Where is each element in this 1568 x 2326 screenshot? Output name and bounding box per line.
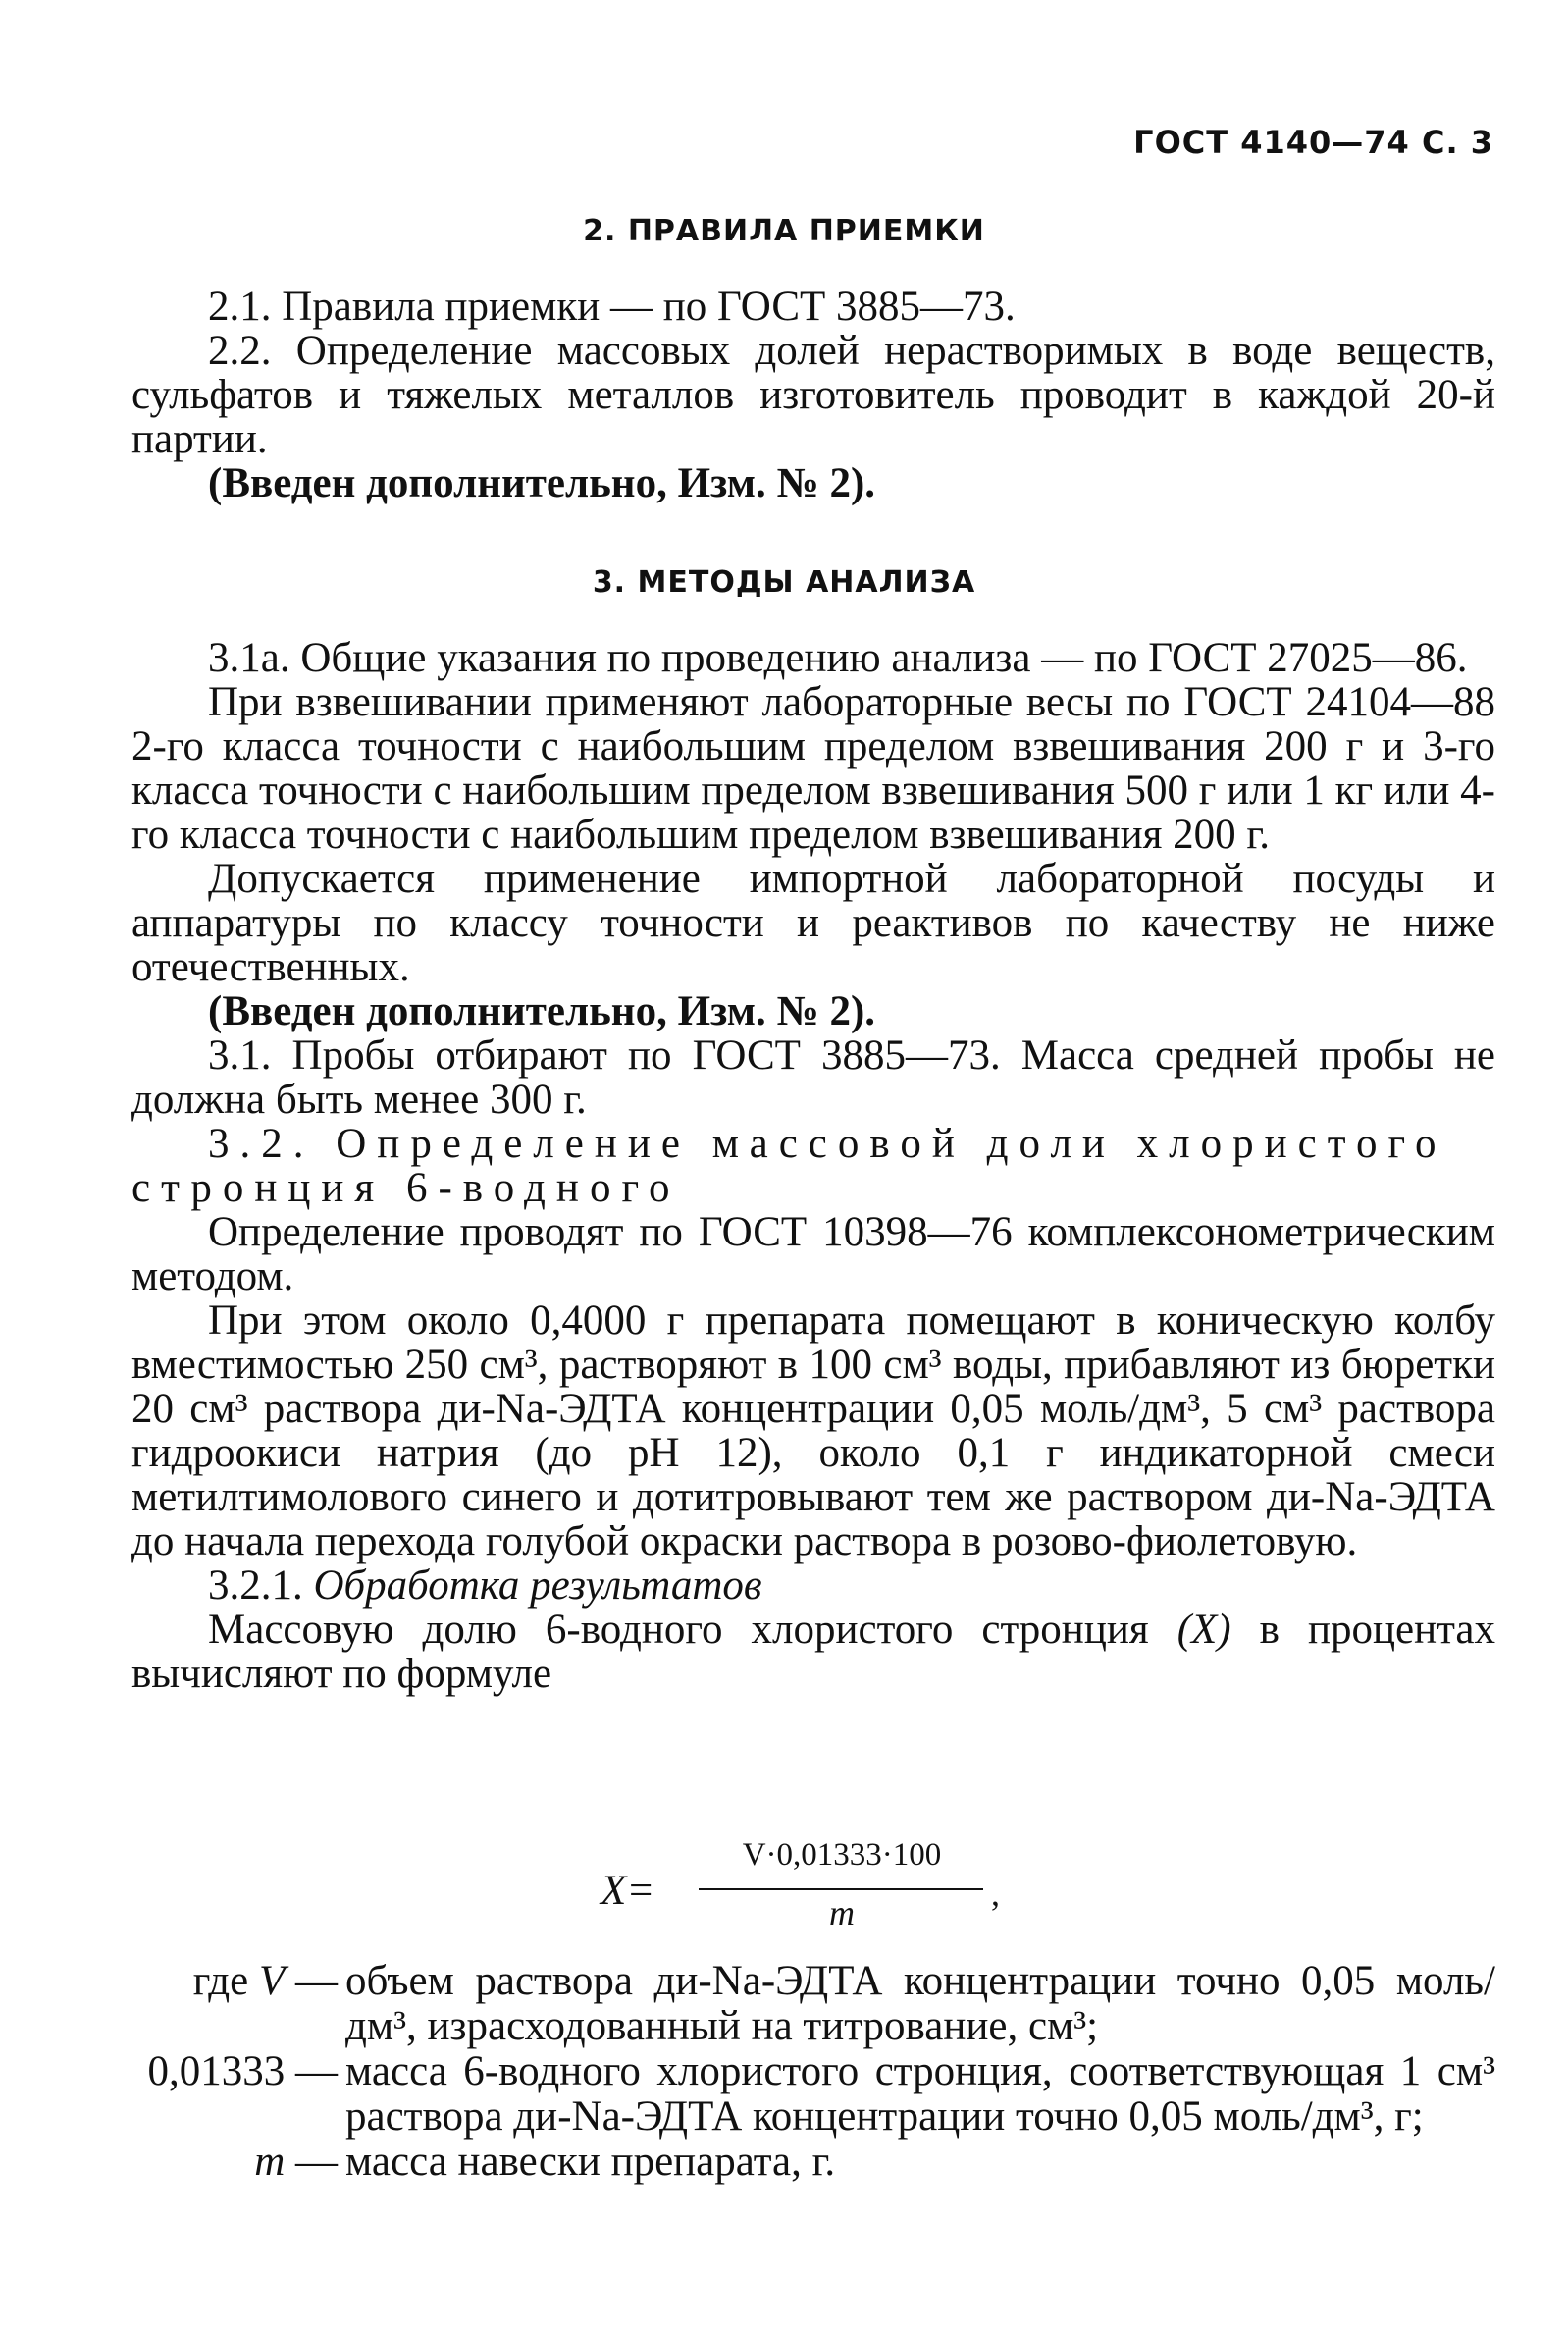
section-2-title: 2. ПРАВИЛА ПРИЕМКИ [583, 214, 985, 248]
definition-key [118, 2049, 338, 2094]
clause-title: Определение массовой доли хлористого стронция 6-водного [131, 1121, 1447, 1211]
definition-key [118, 2140, 338, 2185]
clause-title: Обработка результатов [313, 1562, 762, 1609]
paragraph-procedure: При этом около 0,4000 г препарата помещают в коническую колбу вместимостью 250 см³, растворяют в 100 см³ воды, прибавляют из бюретки 20 см³ раствора ди-Na-ЭДТА концентрации 0,05 моль/дм³, 5 см³ раствора гидроокиси натрия (до pH 12), около 0,1 г индикаторной смеси метилтимолового синего и дотитровывают тем же раствором ди-Na-ЭДТА до начала перехода голубой окраски раствора в розово-фиолетовую. [131, 1297, 1495, 1564]
paragraph-calculation [131, 1608, 1495, 1696]
calc-variable: (X) [1176, 1607, 1231, 1653]
calc-text-start: Массовую долю 6-водного хлористого стронция [208, 1607, 1149, 1653]
paragraph-method: Определение проводят по ГОСТ 10398—76 комплексонометрическим методом. [131, 1209, 1495, 1299]
fraction-bar [699, 1888, 983, 1890]
definition-dash: — [285, 2139, 338, 2185]
amendment-note: (Введен дополнительно, Изм. № 2). [208, 460, 876, 506]
formula-numerator: V·0,01333·100 [742, 1837, 942, 1873]
definition-text: масса 6-водного хлористого стронция, соответствующая 1 см³ раствора ди-Na-ЭДТА концентрации точно 0,05 моль/дм³, г; [345, 2048, 1495, 2140]
definition-symbol: m [254, 2139, 286, 2185]
paragraph-weighing: При взвешивании применяют лабораторные весы по ГОСТ 24104—88 2-го класса точности с наибольшим пределом взвешивания 200 г и 3-го класса точности с наибольшим пределом взвешивания 500 г или 1 кг или 4-го класса точности с наибольшим пределом взвешивания 200 г. [131, 679, 1495, 858]
paragraph-2-2: 2.2. Определение массовых долей нерастворимых в воде веществ, сульфатов и тяжелых металлов изготовитель проводит в каждой 20-й партии. [131, 328, 1495, 462]
formula-trailing: , [991, 1874, 1000, 1913]
paragraph-3-2-heading [131, 1122, 1495, 1210]
amendment-note: (Введен дополнительно, Изм. № 2). [208, 988, 876, 1034]
definition-dash: — [285, 1958, 338, 2004]
paragraph-import: Допускается применение импортной лабораторной посуды и аппаратуры по классу точности и реактивов по качеству не ниже отечественных. [131, 856, 1495, 990]
definition-prefix: где [192, 1958, 259, 2004]
definition-row [118, 1959, 1495, 2049]
section-3-body [131, 636, 1495, 1696]
definition-key [118, 1959, 338, 2004]
clause-number: 3.2.1. [208, 1562, 303, 1609]
clause-number: 3.2. [208, 1121, 315, 1167]
section-2-body [131, 285, 1495, 505]
definition-text: объем раствора ди-Na-ЭДТА концентрации точно 0,05 моль/дм³, израсходованный на титрование, см³; [345, 1958, 1495, 2049]
paragraph-3-1a: 3.1a. Общие указания по проведению анализа — по ГОСТ 27025—86. [208, 635, 1468, 681]
definition-text: масса навески препарата, г. [345, 2139, 836, 2185]
definition-symbol: 0,01333 [147, 2048, 286, 2094]
variable-definitions [118, 1959, 1495, 2185]
formula-lhs: X= [601, 1868, 655, 1914]
calc-text-end: в процентах вычисляют по формуле [131, 1607, 1496, 1697]
paragraph-2-1: 2.1. Правила приемки — по ГОСТ 3885—73. [208, 284, 1016, 330]
formula [589, 1837, 1060, 1945]
definition-row [118, 2140, 1495, 2185]
definition-row [118, 2049, 1495, 2140]
paragraph-3-1: 3.1. Пробы отбирают по ГОСТ 3885—73. Масса средней пробы не должна быть менее 300 г. [131, 1032, 1495, 1123]
formula-denominator: m [829, 1893, 855, 1932]
paragraph-3-2-1-heading [131, 1563, 1495, 1608]
definition-dash: — [285, 2048, 338, 2094]
definition-symbol: V [258, 1958, 286, 2004]
section-3-title: 3. МЕТОДЫ АНАЛИЗА [592, 565, 976, 600]
page-header: ГОСТ 4140—74 С. 3 [1133, 124, 1493, 161]
